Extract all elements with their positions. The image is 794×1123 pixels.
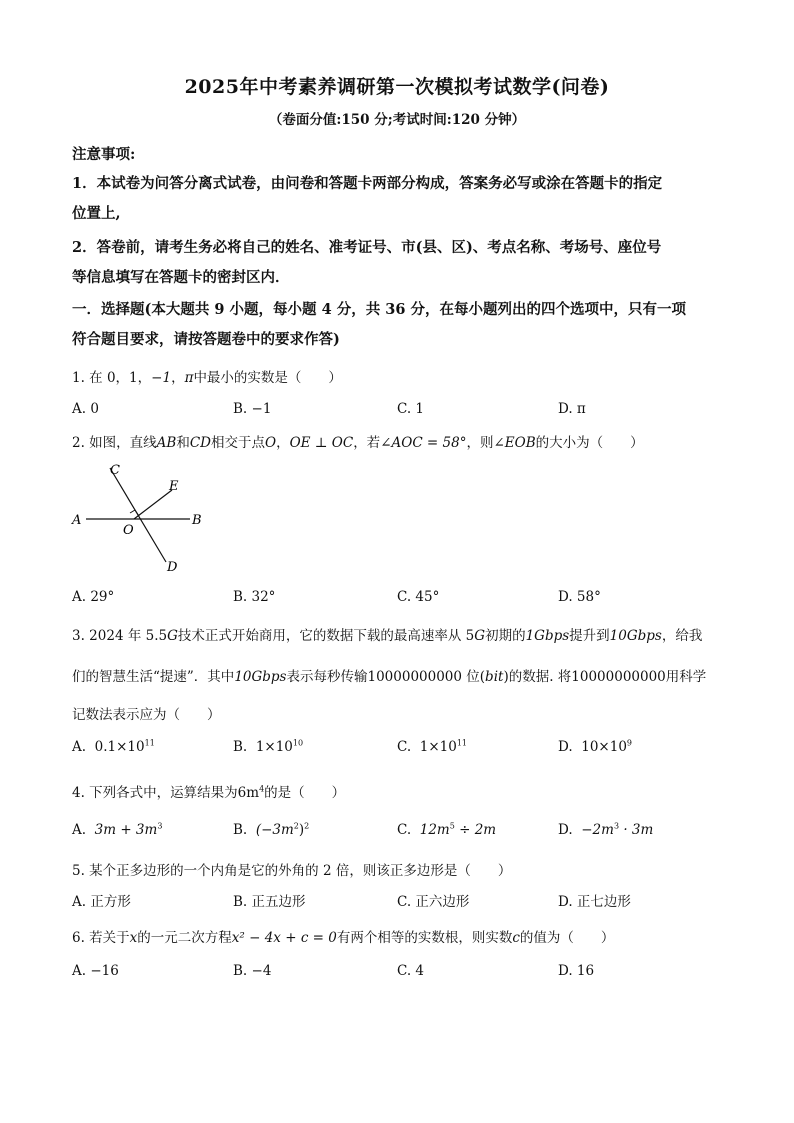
q2-text-point: 相交于点 — [211, 435, 265, 451]
q3-b-expr: 1×10 — [255, 739, 293, 755]
q6-option-a[interactable]: A. −16 — [72, 963, 119, 979]
q4-d-rest: · 3m — [619, 822, 654, 838]
q4-a-expr: 3m + 3m — [94, 822, 158, 838]
q1-text: 1. 在 0，1， — [72, 370, 152, 386]
label-c: C — [110, 463, 120, 478]
q4-a-label: A. — [72, 822, 87, 838]
q3-g-2: G — [474, 628, 486, 644]
question-3-line-3: 记数法表示应为（ ） — [72, 707, 221, 723]
question-4-stem — [72, 781, 732, 801]
q2-text: 2. 如图，直线 — [72, 435, 157, 451]
q3-10gbps-2: 10Gbps — [234, 669, 287, 685]
q3-c-expr: 1×10 — [419, 739, 457, 755]
q4-d-label: D. — [558, 822, 573, 838]
label-o: O — [123, 523, 134, 538]
q3-d-exp: 9 — [626, 738, 632, 748]
notice-item-1: 1．本试卷为问答分离式试卷，由问卷和答题卡两部分构成，答案务必写或涂在答题卡的指定 — [72, 175, 663, 192]
q5-option-a[interactable]: A. 正方形 — [72, 894, 131, 910]
question-3-line-1 — [72, 624, 732, 644]
page-subtitle: （卷面分值:150 分;考试时间:120 分钟） — [268, 112, 526, 128]
q6-c: c — [512, 930, 520, 946]
q6-text-end: 的值为（ ） — [519, 930, 615, 946]
q2-text-then: ，则 — [466, 435, 494, 451]
q2-option-c[interactable]: C. 45° — [397, 589, 440, 605]
q2-line-cd: CD — [189, 435, 211, 451]
question-5-stem: 5. 某个正多边形的一个内角是它的外角的 2 倍，则该正多边形是（ ） — [72, 863, 512, 879]
q1-text-end: 中最小的实数是（ ） — [193, 370, 342, 386]
q3-d-label: D. — [558, 739, 573, 755]
q2-angle-eob: ∠EOB — [493, 435, 536, 451]
q6-text: 6. 若关于 — [72, 930, 130, 946]
q2-option-d[interactable]: D. 58° — [558, 589, 601, 605]
q4-expr-exp: 4 — [259, 784, 265, 794]
q3-bit: bit — [485, 669, 504, 685]
q4-option-b[interactable] — [233, 822, 309, 838]
notice-heading: 注意事项: — [72, 146, 136, 163]
notice-item-2-cont: 等信息填写在答题卡的密封区内． — [72, 269, 290, 286]
q4-b-label: B. — [233, 822, 248, 838]
question-1-stem — [72, 366, 732, 386]
q4-option-a[interactable] — [72, 822, 162, 838]
q6-option-b[interactable]: B. −4 — [233, 963, 272, 979]
q4-c-expr: 12m — [419, 822, 450, 838]
q1-pi: π — [184, 370, 194, 386]
q3-d-expr: 10×10 — [581, 739, 627, 755]
q2-angle-aoc: ∠AOC = 58° — [380, 435, 467, 451]
q3-text-3: 初期的 — [485, 628, 526, 644]
q4-d-exp: 3 — [613, 821, 620, 831]
label-b: B — [192, 513, 202, 528]
q3-c-label: C. — [397, 739, 412, 755]
q6-x: x — [129, 930, 138, 946]
q4-b-inner-exp: 2 — [293, 821, 299, 831]
q4-c-label: C. — [397, 822, 412, 838]
q3-a-label: A. — [72, 739, 87, 755]
q5-option-c[interactable]: C. 正六边形 — [397, 894, 470, 910]
page-title: 2025年中考素养调研第一次模拟考试数学(问卷) — [184, 76, 610, 98]
notice-item-1-cont: 位置上, — [72, 205, 121, 222]
q1-option-b[interactable]: B. −1 — [233, 401, 272, 417]
question-6-stem — [72, 926, 732, 946]
q3-text-8: )的数据. 将10000000000用科学 — [503, 669, 707, 685]
q3-c-exp: 11 — [456, 738, 468, 748]
q2-comma: ， — [276, 435, 290, 451]
q4-b-close: ) — [298, 822, 305, 838]
q1-option-a[interactable]: A. 0 — [72, 401, 99, 417]
q2-line-ab: AB — [156, 435, 177, 451]
q4-option-d[interactable] — [558, 822, 653, 838]
q3-option-a[interactable] — [72, 739, 155, 755]
section-heading: 一．选择题(本大题共 9 小题，每小题 4 分，共 36 分，在每小题列出的四个选项中，只有一项 — [72, 301, 687, 318]
q3-b-label: B. — [233, 739, 248, 755]
q3-text: 3. 2024 年 5.5 — [72, 628, 168, 644]
q3-text-5: ，给我 — [661, 628, 703, 644]
ray-oe — [134, 490, 172, 519]
q3-1gbps: 1Gbps — [525, 628, 570, 644]
q3-option-b[interactable] — [233, 739, 303, 755]
q3-text-2: 技术正式开始商用，它的数据下载的最高速率从 5 — [177, 628, 475, 644]
q1-option-c[interactable]: C. 1 — [397, 401, 425, 417]
q6-text-2: 的一元二次方程 — [137, 930, 232, 946]
q1-comma: ， — [171, 370, 185, 386]
q3-g: G — [167, 628, 178, 644]
label-d: D — [167, 560, 178, 575]
q4-option-c[interactable] — [397, 822, 496, 838]
q4-c-exp: 5 — [449, 821, 455, 831]
q3-text-6: 们的智慧生活“提速”．其中 — [72, 669, 235, 685]
q2-point-o: O — [265, 435, 277, 451]
q4-text-end: 的是（ ） — [264, 785, 346, 801]
label-e: E — [169, 479, 179, 494]
q3-text-4: 提升到 — [569, 628, 610, 644]
q3-text-7: 表示每秒传输10000000000 位( — [286, 669, 486, 685]
q4-b-expr: (−3m — [255, 822, 294, 838]
q4-expr: 6m — [237, 785, 260, 801]
notice-item-2: 2．答卷前，请考生务必将自己的姓名、准考证号、市(县、区)、考点名称、考场号、座位号 — [72, 239, 662, 256]
q3-option-c[interactable] — [397, 739, 467, 755]
q1-option-d[interactable]: D. π — [558, 401, 586, 417]
q5-option-b[interactable]: B. 正五边形 — [233, 894, 306, 910]
q4-a-exp: 3 — [157, 821, 163, 831]
label-a: A — [72, 513, 82, 528]
q5-option-d[interactable]: D. 正七边形 — [558, 894, 631, 910]
q4-text: 4. 下列各式中，运算结果为 — [72, 785, 238, 801]
q2-option-b[interactable]: B. 32° — [233, 589, 276, 605]
q6-option-d[interactable]: D. 16 — [558, 963, 595, 979]
q4-b-exp: 2 — [304, 821, 310, 831]
q3-option-d[interactable] — [558, 739, 632, 755]
q3-a-exp: 11 — [144, 738, 155, 748]
q1-minus-one: −1 — [151, 370, 172, 386]
q3-10gbps: 10Gbps — [609, 628, 662, 644]
q4-c-rest: ÷ 2m — [454, 822, 497, 838]
q3-a-expr: 0.1×10 — [94, 739, 145, 755]
geometry-figure — [64, 460, 214, 578]
q2-text-and: 和 — [176, 435, 190, 451]
q6-equation: x² − 4x + c = 0 — [231, 930, 337, 946]
q4-d-expr: −2m — [581, 822, 614, 838]
q2-text-end: 的大小为（ ） — [535, 435, 644, 451]
section-heading-cont: 符合题目要求，请按答题卷中的要求作答) — [72, 331, 340, 348]
q2-text-if: ，若 — [353, 435, 381, 451]
q3-b-exp: 10 — [292, 738, 304, 748]
q6-option-c[interactable]: C. 4 — [397, 963, 425, 979]
question-2-stem — [72, 431, 732, 451]
q2-perp: OE ⊥ OC — [289, 435, 354, 451]
q6-text-3: 有两个相等的实数根，则实数 — [336, 930, 513, 946]
question-3-line-2 — [72, 665, 732, 685]
q2-option-a[interactable]: A. 29° — [72, 589, 115, 605]
